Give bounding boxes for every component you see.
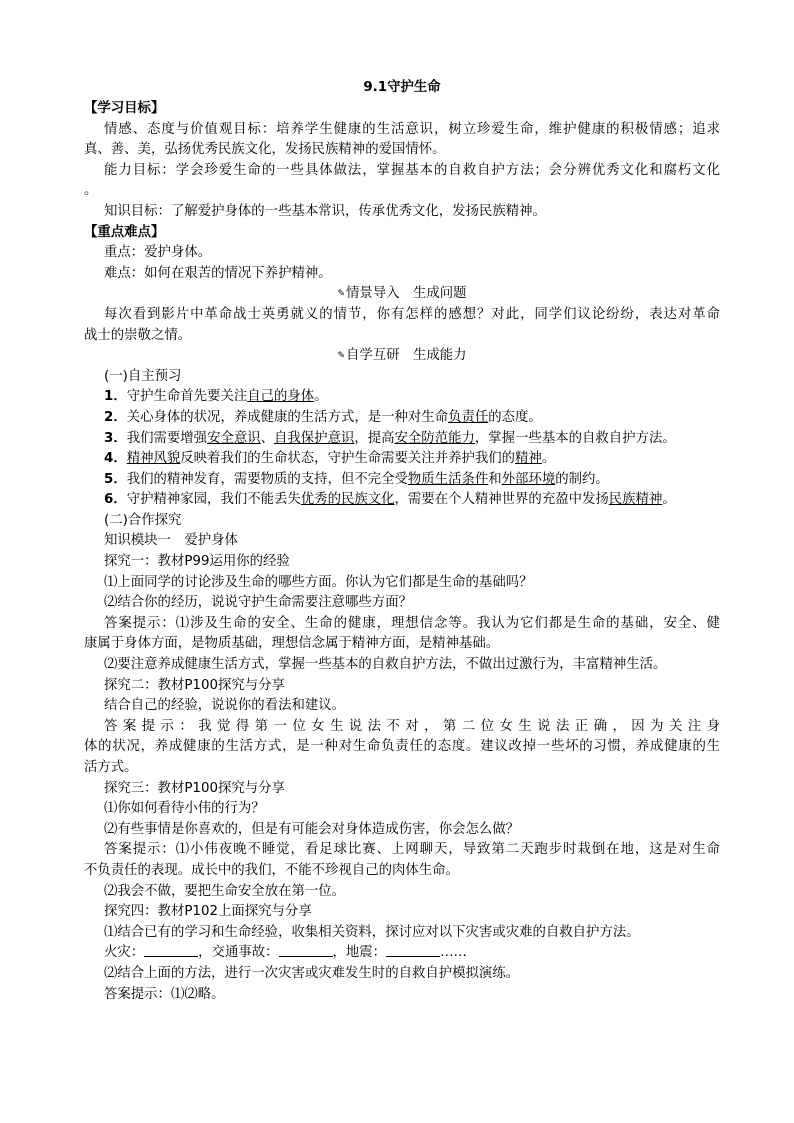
intro-heading: 情景导入 生成问题 xyxy=(346,286,467,302)
fill-answer: 外部环境 xyxy=(501,471,556,487)
fill-answer: 精神 xyxy=(515,451,542,467)
fill-answer: 物质生活条件 xyxy=(407,471,489,487)
explore-2-answer-line-3: 活方式。 xyxy=(84,760,138,775)
disaster-blanks-row: 火灾： ，交通事故： ，地震： …… xyxy=(104,945,467,961)
intro-text-line-1: 每次看到影片中革命战士英勇就义的情节，你有怎样的感想？对此，同学们议论纷纷，表达对革命 xyxy=(104,306,720,322)
explore-1-title: 探究一：教材P99运用你的经验 xyxy=(104,554,290,570)
knowledge-goal: 知识目标：了解爱护身体的一些基本常识，传承优秀文化，发扬民族精神。 xyxy=(104,203,546,219)
fill-answer: 自我保护意识 xyxy=(274,430,355,446)
explore-2-title: 探究二：教材P100探究与分享 xyxy=(104,677,285,693)
explore-3-title: 探究三：教材P100探究与分享 xyxy=(104,780,285,796)
explore-3-question-1: ⑴你如何看待小伟的行为？ xyxy=(104,801,265,817)
key-points-heading: 【重点难点】 xyxy=(84,224,165,240)
emotion-goal-line-1: 情感、态度与价值观目标：培养学生健康的生活意识，树立珍爱生命，维护健康的积极情感；追求 xyxy=(104,121,720,137)
ability-goal-line-1: 能力目标：学会珍爱生命的一些具体做法，掌握基本的自救自护方法；会分辨优秀文化和腐朽文化 xyxy=(104,162,720,178)
pencil-icon: ✎ xyxy=(337,289,346,300)
explore-3-answer-1-line-2: 不负责任的表现。成长中的我们，不能不珍视自己的肉体生命。 xyxy=(84,862,459,878)
fill-answer: 优秀的民族文化 xyxy=(300,492,395,508)
preview-item-2: 2．关心身体的状况，养成健康的生活方式，是一种对生命负责任的态度。 xyxy=(104,409,542,425)
knowledge-module-title: 知识模块一 爱护身体 xyxy=(104,533,238,549)
self-study-heading: 自学互研 生成能力 xyxy=(346,348,467,364)
explore-1-answer-1-line-1: 答案提示：⑴涉及生命的安全、生命的健康，理想信念等。我认为它们都是生命的基础，安全、健 xyxy=(104,615,720,631)
preview-subheading: (一)自主预习 xyxy=(104,368,182,384)
fire-blank xyxy=(144,944,198,957)
ability-goal-line-2: 。 xyxy=(84,183,98,199)
preview-item-5: 5．我们的精神发育，需要物质的支持，但不完全受物质生活条件和外部环境的制约。 xyxy=(104,471,609,487)
fill-answer: 自己的身体 xyxy=(247,389,315,405)
preview-item-1: 1．守护生命首先要关注自己的身体。 xyxy=(104,389,328,405)
pencil-icon: ✎ xyxy=(337,351,346,362)
explore-3-answer-1-line-1: 答案提示：⑴小伟夜晚不睡觉，看足球比赛、上网聊天，导致第二天跑步时栽倒在地，这是对生命 xyxy=(104,842,720,858)
fill-answer: 负责任 xyxy=(448,409,489,425)
explore-4-question-1: ⑴结合已有的学习和生命经验，收集相关资料，探讨应对以下灾害或灾难的自救自护方法。 xyxy=(104,924,640,940)
cooperation-heading: (二)合作探究 xyxy=(104,512,182,528)
explore-2-question: 结合自己的经验，说说你的看法和建议。 xyxy=(104,698,346,714)
fill-answer: 民族精神 xyxy=(608,492,663,508)
fill-answer: 安全意识 xyxy=(207,430,261,446)
earthquake-blank xyxy=(386,944,440,957)
explore-2-answer-line-1: 答案提示：我觉得第一位女生说法不对，第二位女生说法正确，因为关注身 xyxy=(104,718,720,734)
fill-answer: 安全防范能力 xyxy=(394,430,475,446)
explore-1-question-2: ⑵结合你的经历，说说守护生命需要注意哪些方面？ xyxy=(104,595,412,611)
explore-1-answer-2: ⑵要注意养成健康生活方式，掌握一些基本的自救自护方法，不做出过激行为，丰富精神生活。 xyxy=(104,657,667,673)
explore-1-answer-1-line-2: 康属于身体方面，是物质基础，理想信念属于精神方面，是精神基础。 xyxy=(84,636,500,652)
difficulty-point: 难点：如何在艰苦的情况下养护精神。 xyxy=(104,265,332,281)
explore-3-question-2: ⑵有些事情是你喜欢的，但是有可能会对身体造成伤害，你会怎么做？ xyxy=(104,821,520,837)
emotion-goal-line-2: 真、善、美，弘扬优秀民族文化，发扬民族精神的爱国情怀。 xyxy=(84,142,446,158)
intro-heading-row xyxy=(84,284,720,305)
explore-1-question-1: ⑴上面同学的讨论涉及生命的哪些方面。你认为它们都是生命的基础吗？ xyxy=(104,574,533,590)
explore-4-question-2: ⑵结合上面的方法，进行一次灾害或灾难发生时的自救自护模拟演练。 xyxy=(104,965,520,981)
intro-text-line-2: 战士的崇敬之情。 xyxy=(84,327,192,343)
fill-answer: 精神风貌 xyxy=(126,451,181,467)
explore-2-answer-line-2: 体的状况，养成健康的生活方式，是一种对生命负责任的态度。建议改掉一些坏的习惯，养成健康的生 xyxy=(84,739,720,755)
self-study-heading-row xyxy=(84,346,720,367)
explore-3-answer-2: ⑵我会不做，要把生命安全放在第一位。 xyxy=(104,883,346,899)
preview-item-3: 3．我们需要增强安全意识、自我保护意识，提高安全防范能力，掌握一些基本的自救自护方法。 xyxy=(104,430,676,446)
explore-4-title: 探究四：教材P102上面探究与分享 xyxy=(104,904,312,920)
document-page xyxy=(84,78,720,1005)
learning-goals-heading: 【学习目标】 xyxy=(84,101,165,116)
focus-point: 重点：爱护身体。 xyxy=(104,245,212,261)
preview-item-4: 4．精神风貌反映着我们的生命状态，守护生命需要关注并养护我们的精神。 xyxy=(104,451,556,467)
traffic-blank xyxy=(279,944,333,957)
document-title: 9.1守护生命 xyxy=(363,80,441,95)
preview-item-6: 6．守护精神家园，我们不能丢失优秀的民族文化，需要在个人精神世界的充盈中发扬民族精神。 xyxy=(104,492,676,508)
explore-4-answer: 答案提示：⑴⑵略。 xyxy=(104,986,225,1002)
